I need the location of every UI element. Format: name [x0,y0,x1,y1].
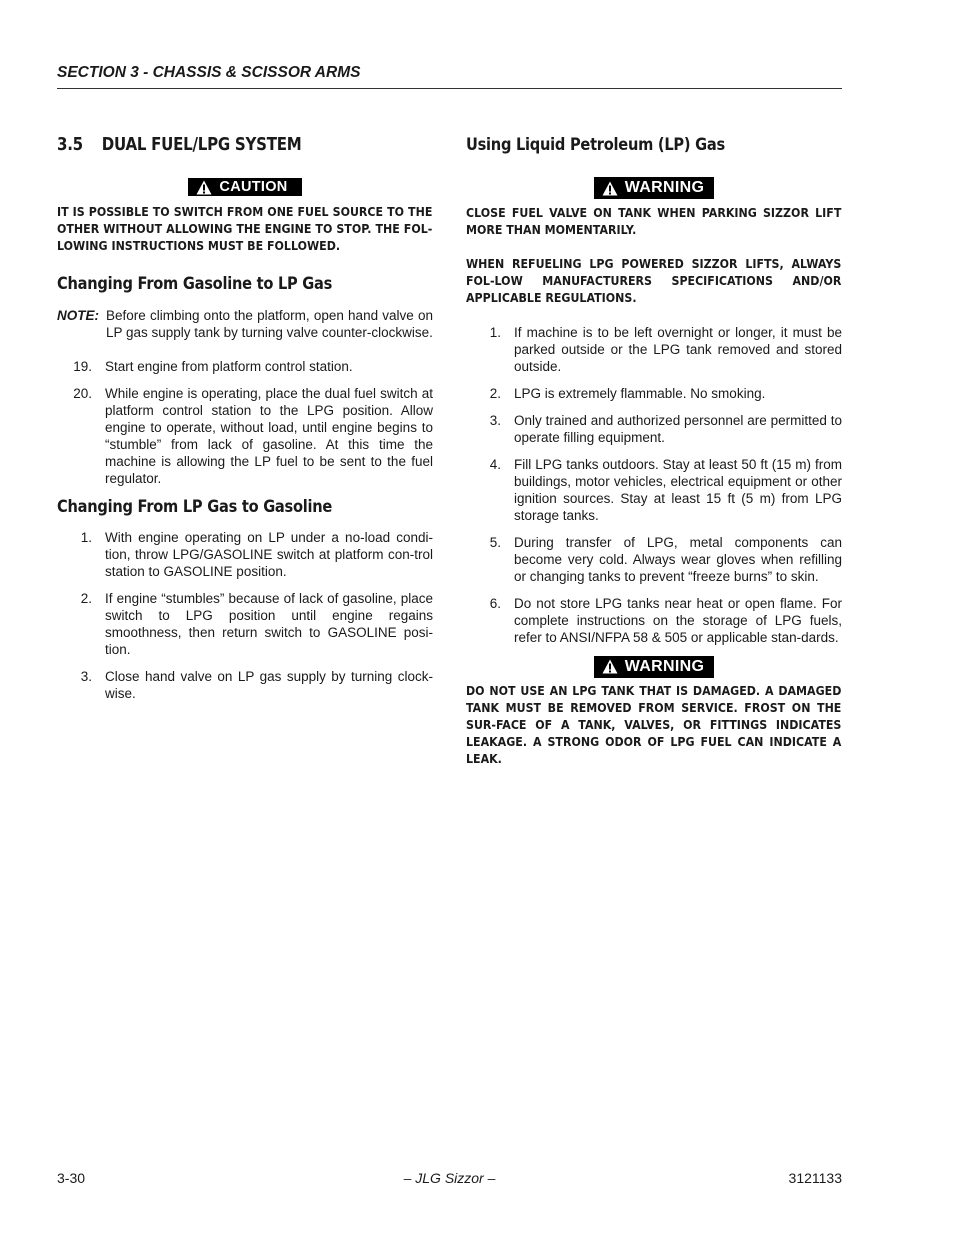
list-item [466,324,842,375]
step-number: 2. [489,385,501,401]
list-item [57,590,433,658]
left-column [57,130,433,712]
step-text: Do not store LPG tanks near heat or open flame. For complete instructions on the storage of LPG fuels, refer to ANSI/NFPA 58 & 505 or applicable stan-dards. [514,595,842,645]
step-number: 6. [489,595,501,611]
warning-badge-wrap-2 [466,656,842,680]
list-item [466,456,842,524]
gas-to-lp-steps [57,358,433,487]
subsection-title-lp-to-gas: Changing From LP Gas to Gasoline [57,496,333,517]
warning-triangle-icon [196,180,212,195]
warning-triangle-icon [602,181,618,196]
list-item [466,412,842,446]
list-item [57,385,433,487]
note [57,307,433,341]
list-item [57,668,433,702]
section-title-text: DUAL FUEL/LPG SYSTEM [101,135,302,155]
step-text: Close hand valve on LP gas supply by turning clock-wise. [105,668,433,701]
caution-badge [188,178,301,196]
list-item [466,385,842,402]
step-number: 1. [489,324,501,340]
warning-text-damaged-tank: DO NOT USE AN LPG TANK THAT IS DAMAGED. A DAMAGED TANK MUST BE REMOVED FROM SERVICE. FROST ON THE SUR-FACE OF A TANK, VALVES, OR FITTINGS INDICATES LEAKAGE. A STRONG ODOR OF LPG FUEL CAN INDICATE A LEAK. [466,684,842,766]
note-text: Before climbing onto the platform, open hand valve on LP gas supply tank by turning valve counter-clockwise. [106,307,433,340]
step-number: 19. [73,358,92,374]
warning-text-refueling: WHEN REFUELING LPG POWERED SIZZOR LIFTS, ALWAYS FOL-LOW MANUFACTURERS SPECIFICATIONS AND/OR APPLICABLE REGULATIONS. [466,256,842,305]
footer-title: – JLG Sizzor – [403,1170,496,1186]
caution-badge-wrap [57,178,433,200]
warning-triangle-icon [602,659,618,674]
section-title [57,135,380,155]
warning-badge [594,177,714,199]
step-text: Fill LPG tanks outdoors. Stay at least 50 ft (15 m) from buildings, motor vehicles, electrical equipment or other ignition sources. Stay at least 15 ft (5 m) from LPG storage tanks. [514,456,842,523]
list-item [466,534,842,585]
step-number: 5. [489,534,501,550]
step-text: LPG is extremely flammable. No smoking. [514,385,766,401]
document-number: 3121133 [788,1170,842,1186]
step-number: 4. [489,456,501,472]
step-number: 20. [73,385,92,401]
lp-gas-steps [466,324,842,646]
step-text: With engine operating on LP under a no-load condi-tion, throw LPG/GASOLINE switch at platform con-trol station to GASOLINE position. [105,529,433,579]
section-header: SECTION 3 - CHASSIS & SCISSOR ARMS [57,64,842,89]
step-text: If machine is to be left overnight or longer, it must be parked outside or the LPG tank removed and stored outside. [514,324,842,374]
page-number: 3-30 [57,1170,86,1186]
caution-text: IT IS POSSIBLE TO SWITCH FROM ONE FUEL SOURCE TO THE OTHER WITHOUT ALLOWING THE ENGINE TO STOP. THE FOL-LOWING INSTRUCTIONS MUST BE FOLLOWED. [57,204,433,253]
step-text: While engine is operating, place the dual fuel switch at platform control station to the LPG position. Allow engine to operate, without load, until engine begins to “stumble” from lack of gasoline. At this time the machine is allowing the LP fuel to be sent to the fuel regulator. [105,385,433,486]
note-label: NOTE: [57,307,99,323]
list-item [57,358,433,375]
right-column [466,130,842,768]
lp-to-gas-steps [57,529,433,702]
step-text: Start engine from platform control station. [105,358,353,374]
step-text: If engine “stumbles” because of lack of gasoline, place switch to LPG position until engine regains smoothness, then return switch to GASOLINE posi-tion. [105,590,433,657]
section-number: 3.5 [57,135,83,155]
step-number: 1. [80,529,92,545]
step-number: 3. [80,668,92,684]
warning-label: WARNING [624,657,705,675]
warning-badge [594,656,714,678]
warning-badge-wrap-1 [466,177,842,201]
list-item [466,595,842,646]
warning-label: WARNING [624,179,705,196]
warning-text-parking: CLOSE FUEL VALVE ON TANK WHEN PARKING SIZZOR LIFT MORE THAN MOMENTARILY. [466,205,842,237]
lp-gas-title: Using Liquid Petroleum (LP) Gas [466,135,725,155]
step-text: During transfer of LPG, metal components can become very cold. Always wear gloves when refilling or changing tanks to prevent “freeze burns” to skin. [514,534,842,584]
step-number: 3. [489,412,501,428]
step-text: Only trained and authorized personnel are permitted to operate filling equipment. [514,412,842,445]
list-item [57,529,433,580]
step-number: 2. [80,590,92,606]
caution-label: CAUTION [219,179,288,195]
subsection-title-gas-to-lp: Changing From Gasoline to LP Gas [57,273,333,294]
